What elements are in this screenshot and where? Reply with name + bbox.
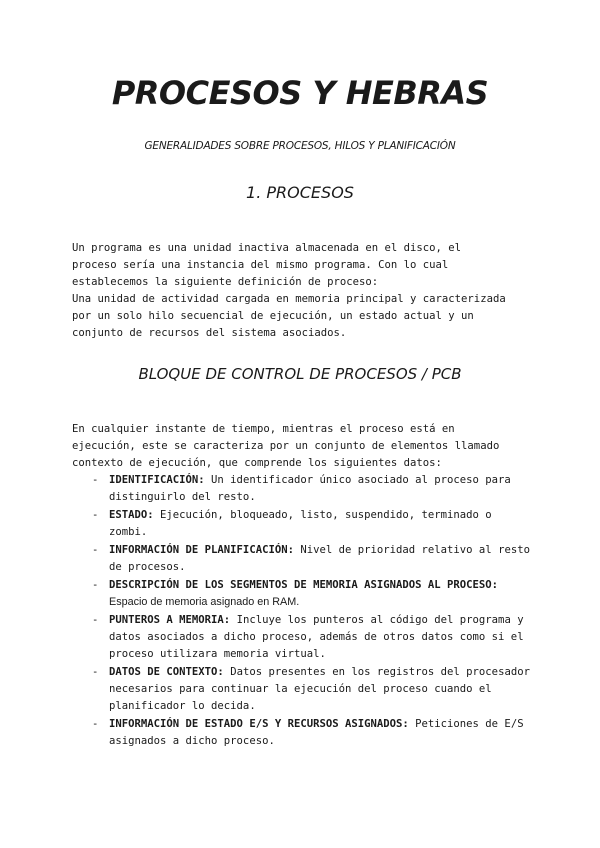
item-text: Peticiones de E/S asignados a dicho proceso. [109,718,524,747]
procesos-paragraph: Un programa es una unidad inactiva almacenada en el disco, el proceso sería una instancia del mismo programa. Con lo cual establecemos la siguiente definición de proceso: Una unidad de actividad cargada en memoria principal y caracterizada por un solo hilo secuencial de ejecución, un estado actual y un conjunto de recursos del sistema asociados. [72,242,506,339]
item-label: IDENTIFICACIÓN: [109,474,205,486]
list-item-estado [92,507,532,541]
item-text: Espacio de memoria asignado en RAM. [109,596,300,608]
list-item-punteros-memoria [92,612,532,663]
list-dash: - [92,509,99,521]
list-item-identificacion [92,472,532,506]
list-item-estado-es [92,716,532,750]
item-text: Ejecución, bloqueado, listo, suspendido, terminado o zombi. [109,509,492,538]
pcb-paragraph: En cualquier instante de tiempo, mientras el proceso está en ejecución, este se caracteriza por un conjunto de elementos llamado contexto de ejecución, que comprende los siguientes datos: [72,423,500,469]
list-item-datos-contexto [92,664,532,715]
section-heading-pcb: BLOQUE DE CONTROL DE PROCESOS / PCB [138,365,462,383]
item-text: Datos presentes en los registros del procesador necesarios para continuar la ejecución del proceso cuando el planificador lo decida. [109,666,530,712]
document-subtitle: GENERALIDADES SOBRE PROCESOS, HILOS Y PLANIFICACIÓN [144,140,456,152]
item-label: PUNTEROS A MEMORIA: [109,614,231,626]
list-item-segmentos-memoria [92,577,532,611]
section-heading-procesos: 1. PROCESOS [246,183,354,202]
list-dash: - [92,544,99,556]
item-text: Un identificador único asociado al proceso para distinguirlo del resto. [109,474,511,503]
list-item-planificacion [92,542,532,576]
document-title: PROCESOS Y HEBRAS [111,74,489,112]
list-dash: - [92,614,99,626]
item-text: Nivel de prioridad relativo al resto de procesos. [109,544,530,573]
list-dash: - [92,474,99,486]
list-dash: - [92,666,99,678]
item-text: Incluye los punteros al código del programa y datos asociados a dicho proceso, además de otros datos como si el proceso utilizara memoria virtual. [109,614,524,660]
item-label: DESCRIPCIÓN DE LOS SEGMENTOS DE MEMORIA ASIGNADOS AL PROCESO: [109,579,499,591]
list-dash: - [92,718,99,730]
item-label: INFORMACIÓN DE ESTADO E/S Y RECURSOS ASIGNADOS: [109,718,409,730]
item-label: INFORMACIÓN DE PLANIFICACIÓN: [109,544,294,556]
pcb-elements-list [92,472,532,751]
item-label: DATOS DE CONTEXTO: [109,666,224,678]
item-label: ESTADO: [109,509,154,521]
list-dash: - [92,579,99,591]
